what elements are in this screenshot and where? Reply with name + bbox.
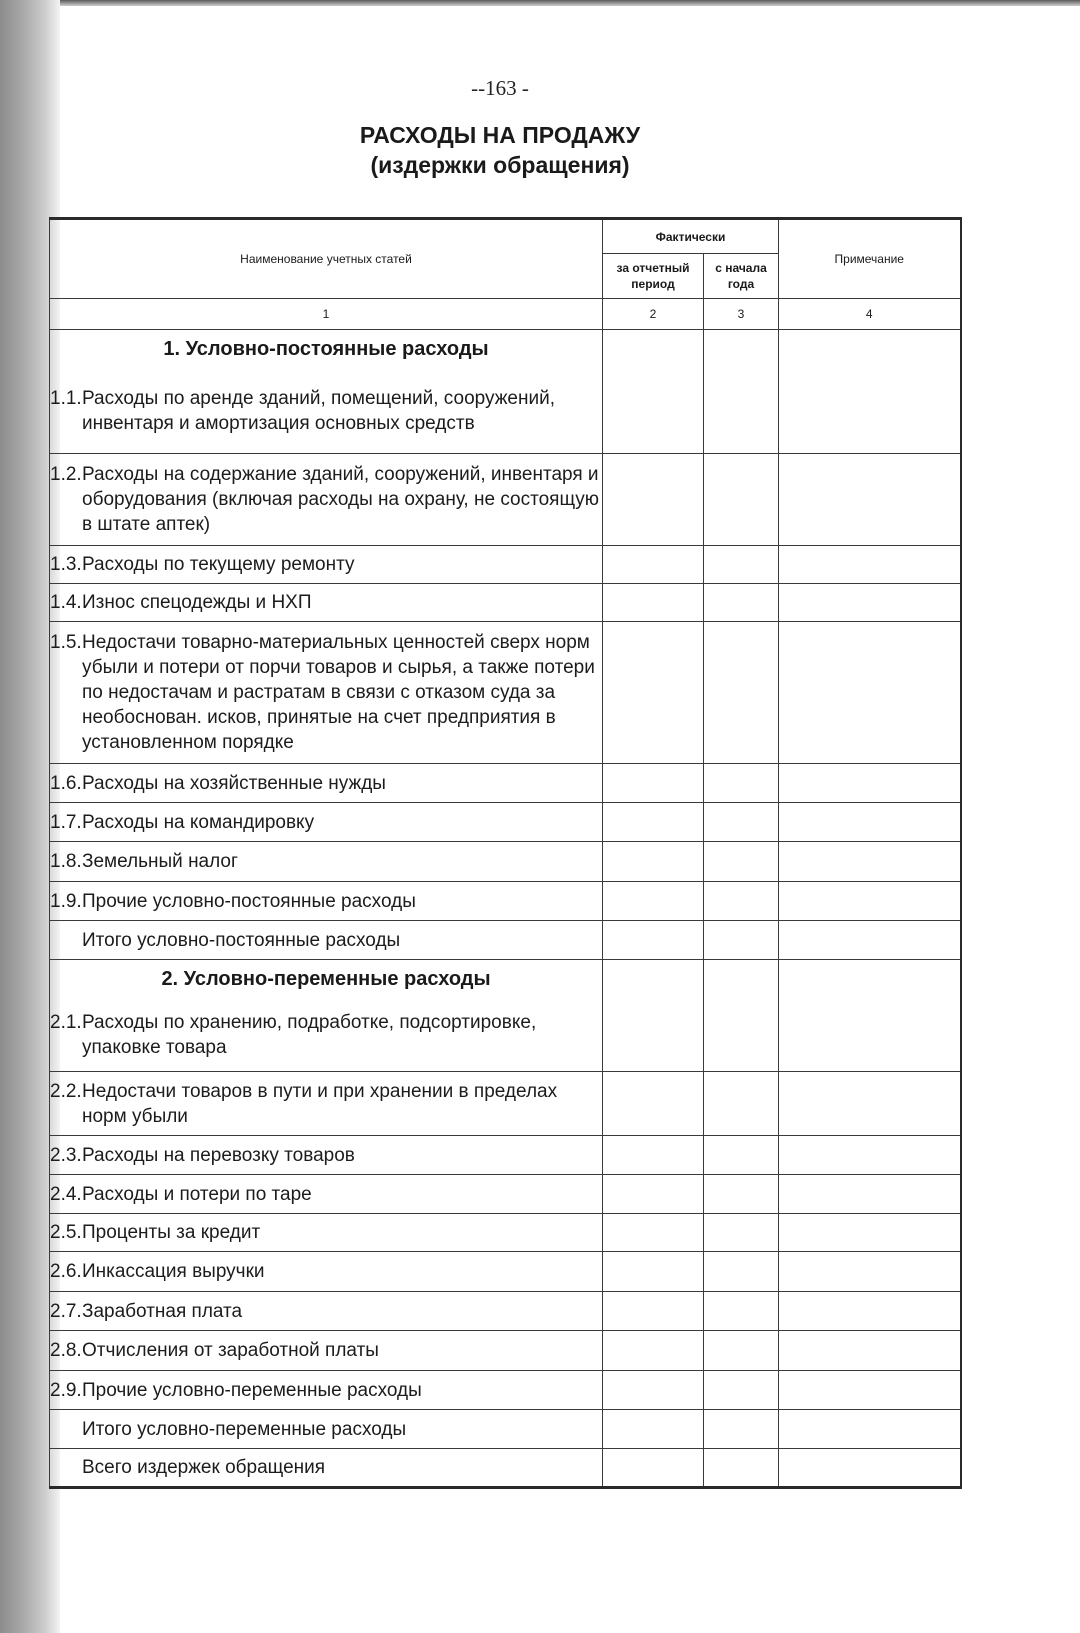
item-name-cell — [50, 1214, 603, 1252]
item-number: 1.6. — [50, 772, 82, 794]
value-cell — [603, 1214, 704, 1252]
item-name-cell — [50, 764, 603, 803]
table-row — [50, 584, 961, 622]
table-header — [50, 219, 961, 330]
note-cell — [779, 1072, 961, 1136]
item-label: Заработная плата — [82, 1300, 243, 1322]
value-cell — [603, 1175, 704, 1214]
table-row — [50, 454, 961, 546]
note-cell — [779, 1136, 961, 1175]
item-label: Расходы на хозяйственные нужды — [82, 772, 386, 794]
item-number: 2.5. — [50, 1222, 82, 1243]
item-name-cell — [50, 842, 603, 882]
value-cell — [603, 546, 704, 584]
section-title: 2. Условно-переменные расходы — [50, 960, 603, 1000]
column-number: 3 — [704, 299, 779, 330]
table-row — [50, 1292, 961, 1331]
table-row — [50, 622, 961, 764]
note-cell — [779, 1252, 961, 1292]
item-name-cell — [50, 454, 603, 546]
value-cell — [704, 1331, 779, 1371]
scan-top-edge — [0, 0, 1080, 6]
note-cell — [779, 882, 961, 921]
item-label: Расходы по хранению, подработке, подсортировке, упаковке товара — [82, 1012, 537, 1059]
value-cell — [704, 842, 779, 882]
note-cell — [779, 1175, 961, 1214]
item-number: 2.8. — [50, 1340, 82, 1361]
header-item-name: Наименование учетных статей — [50, 219, 603, 299]
item-number: 2.2. — [50, 1080, 82, 1102]
item-name-cell — [50, 1000, 603, 1072]
item-name-cell — [50, 882, 603, 921]
value-cell — [603, 882, 704, 921]
value-cell — [603, 454, 704, 546]
value-cell — [704, 1292, 779, 1331]
value-cell — [704, 1175, 779, 1214]
total-label: Итого условно-переменные расходы — [50, 1410, 603, 1449]
note-cell — [779, 842, 961, 882]
item-name-cell — [50, 1331, 603, 1371]
value-cell — [704, 454, 779, 546]
value-cell — [603, 1072, 704, 1136]
value-cell — [704, 1214, 779, 1252]
table-row — [50, 546, 961, 584]
note-cell — [779, 764, 961, 803]
item-number: 1.3. — [50, 554, 82, 575]
note-cell — [779, 584, 961, 622]
item-label: Прочие условно-постоянные расходы — [82, 890, 416, 912]
item-number: 2.9. — [50, 1379, 82, 1401]
table-row — [50, 1175, 961, 1214]
item-label: Недостачи товаров в пути и при хранении в пределах норм убыли — [82, 1080, 558, 1127]
item-number: 2.1. — [50, 1012, 82, 1034]
item-number: 2.7. — [50, 1300, 82, 1322]
item-label: Расходы на командировку — [82, 811, 315, 833]
item-number: 1.8. — [50, 851, 82, 872]
value-cell — [704, 1072, 779, 1136]
column-number: 1 — [50, 299, 603, 330]
item-number: 1.9. — [50, 890, 82, 912]
item-number: 1.2. — [50, 464, 82, 485]
item-label: Прочие условно-переменные расходы — [82, 1379, 422, 1401]
value-cell — [704, 921, 779, 960]
note-cell — [779, 454, 961, 546]
note-cell — [779, 1292, 961, 1331]
item-number: 2.3. — [50, 1144, 82, 1166]
value-cell — [704, 330, 779, 454]
note-cell — [779, 1214, 961, 1252]
item-number: 2.4. — [50, 1183, 82, 1205]
item-label: Расходы на перевозку товаров — [82, 1144, 355, 1166]
value-cell — [603, 1252, 704, 1292]
note-cell — [779, 1371, 961, 1410]
table-row — [50, 842, 961, 882]
table-row — [50, 882, 961, 921]
expense-table — [49, 217, 962, 1489]
column-number: 4 — [779, 299, 961, 330]
note-cell — [779, 1449, 961, 1488]
item-number: 1.7. — [50, 811, 82, 833]
item-name-cell — [50, 370, 603, 454]
header-note: Примечание — [779, 219, 961, 299]
item-label: Износ спецодежды и НХП — [82, 592, 312, 613]
item-number: 1.5. — [50, 632, 82, 653]
header-year-to-date: с начала года — [704, 254, 779, 299]
item-name-cell — [50, 1292, 603, 1331]
note-cell — [779, 803, 961, 842]
header-actual-group: Фактически — [603, 219, 779, 254]
item-name-cell — [50, 584, 603, 622]
item-label: Земельный налог — [82, 851, 238, 872]
total-row — [50, 1449, 961, 1488]
total-label: Всего издержек обращения — [50, 1449, 603, 1488]
table-row — [50, 1331, 961, 1371]
item-name-cell — [50, 1136, 603, 1175]
value-cell — [603, 1136, 704, 1175]
item-label: Отчисления от заработной платы — [82, 1340, 379, 1361]
section-header-row — [50, 960, 961, 1000]
item-number: 1.1. — [50, 388, 82, 410]
value-cell — [603, 803, 704, 842]
value-cell — [603, 842, 704, 882]
table-body — [50, 330, 961, 1488]
note-cell — [779, 921, 961, 960]
item-number: 1.4. — [50, 592, 82, 613]
item-label: Расходы по аренде зданий, помещений, сооружений, инвентаря и амортизация основных средств — [82, 388, 555, 435]
table-row — [50, 1136, 961, 1175]
value-cell — [603, 1410, 704, 1449]
item-label: Проценты за кредит — [82, 1222, 261, 1243]
item-label: Недостачи товарно-материальных ценностей сверх норм убыли и потери от порчи товаров и сырья, а также потери по недостачам и растратам в связи с отказом суда за необоснован. исков, принятые на счет предприятия в установленном порядке — [82, 632, 595, 753]
table-row — [50, 1252, 961, 1292]
section-title: 1. Условно-постоянные расходы — [50, 330, 603, 370]
header-reporting-period: за отчетный период — [603, 254, 704, 299]
value-cell — [704, 1136, 779, 1175]
value-cell — [603, 1292, 704, 1331]
value-cell — [704, 960, 779, 1072]
value-cell — [704, 1449, 779, 1488]
value-cell — [704, 764, 779, 803]
value-cell — [704, 1371, 779, 1410]
value-cell — [704, 882, 779, 921]
document-title: РАСХОДЫ НА ПРОДАЖУ — [359, 122, 641, 148]
page-number: --163 - — [471, 76, 529, 100]
value-cell — [603, 960, 704, 1072]
value-cell — [704, 803, 779, 842]
note-cell — [779, 622, 961, 764]
value-cell — [603, 330, 704, 454]
item-name-cell — [50, 1072, 603, 1136]
item-label: Расходы по текущему ремонту — [82, 554, 355, 575]
table-row — [50, 1072, 961, 1136]
item-label: Инкассация выручки — [82, 1261, 265, 1282]
item-name-cell — [50, 1175, 603, 1214]
value-cell — [704, 584, 779, 622]
value-cell — [603, 1449, 704, 1488]
value-cell — [603, 584, 704, 622]
note-cell — [779, 546, 961, 584]
note-cell — [779, 1331, 961, 1371]
value-cell — [603, 622, 704, 764]
value-cell — [603, 1331, 704, 1371]
document-subtitle: (издержки обращения) — [370, 152, 630, 178]
table-row — [50, 803, 961, 842]
value-cell — [704, 546, 779, 584]
note-cell — [779, 960, 961, 1072]
item-name-cell — [50, 546, 603, 584]
value-cell — [603, 921, 704, 960]
note-cell — [779, 330, 961, 454]
value-cell — [603, 764, 704, 803]
item-name-cell — [50, 622, 603, 764]
item-name-cell — [50, 803, 603, 842]
item-name-cell — [50, 1371, 603, 1410]
item-label: Расходы на содержание зданий, сооружений, инвентаря и оборудования (включая расходы на охрану, не состоящую в штате аптек) — [82, 464, 600, 535]
value-cell — [704, 622, 779, 764]
table-row — [50, 764, 961, 803]
total-row — [50, 1410, 961, 1449]
item-number: 2.6. — [50, 1261, 82, 1282]
table-row — [50, 1214, 961, 1252]
value-cell — [704, 1410, 779, 1449]
value-cell — [603, 1371, 704, 1410]
value-cell — [704, 1252, 779, 1292]
section-header-row — [50, 330, 961, 370]
column-number: 2 — [603, 299, 704, 330]
item-label: Расходы и потери по таре — [82, 1183, 312, 1205]
item-name-cell — [50, 1252, 603, 1292]
total-row — [50, 921, 961, 960]
table-row — [50, 1371, 961, 1410]
note-cell — [779, 1410, 961, 1449]
total-label: Итого условно-постоянные расходы — [50, 921, 603, 960]
